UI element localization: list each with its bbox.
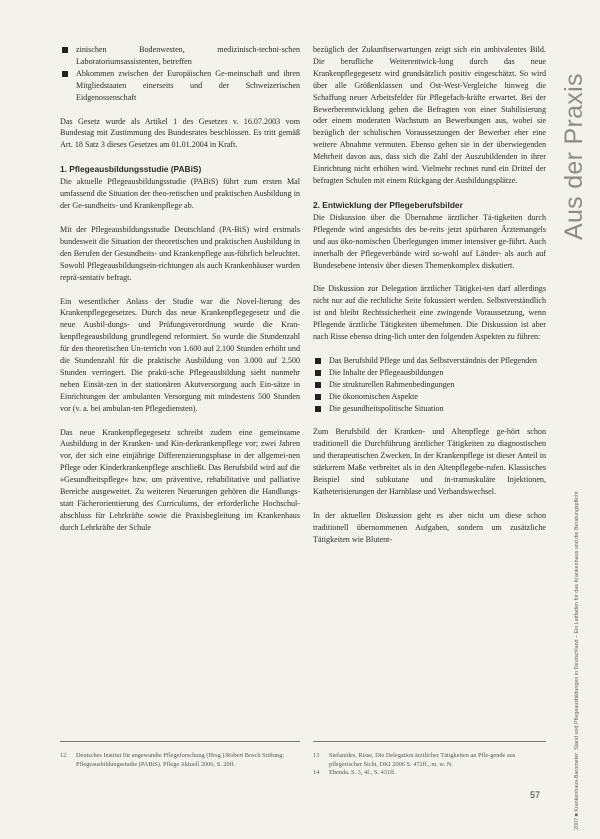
left-column — [60, 44, 300, 546]
footnote-text: Ebenda. S. 3, 4f., S. 431ff. — [329, 769, 396, 777]
footnote-divider-right — [313, 741, 546, 742]
footnotes-right — [313, 752, 546, 778]
footnote-text: Deutsches Institut für angewandte Pflegeforschung (Hrsg.)/Robert Bosch Stiftung: Pflegeausbildungsstudie (PABiS). Pflege Aktuell 2006, S. 20ff. — [76, 752, 285, 768]
paragraph-development-2: Die Diskussion zur Delegation ärztlicher Tätigkei-ten darf allerdings nicht nur auf die rechtliche Seite fokussiert werden. Selbstverständlich ist und bleibt Rechtssicherheit eine zwingende Voraussetzung, wenn Pflegende ärztliche Tätigkeiten übernehmen. Die Diskussion ist aber nach Risse ebenso dring-lich unter den folgenden Aspekten zu führen: — [313, 284, 546, 342]
paragraph-study-1: Die aktuelle Pflegeausbildungsstudie (PABiS) führt zum ersten Mal umfassend die Situation der theo-retischen und praktischen Ausbildung in der Ge-sundheits- und Krankenpflege ab. — [60, 177, 300, 211]
footnote-text: Stefanides, Risse, Die Delegation ärztlicher Tätigkeiten an Pfle-gende aus pflegerischer Sicht, DKI 2006 S. 472ff., m. w. N. — [329, 752, 516, 768]
right-column — [313, 44, 546, 558]
aspect-item: Das Berufsbild Pflege und das Selbstverständnis der Pflegenden — [313, 355, 546, 367]
paragraph-expectations: bezüglich der Zukunftserwartungen zeigt sich ein ambivalentes Bild. Die berufliche Weiterentwick-lung durch das neue Krankenpflegegesetz wird grundsätzlich positiv eingeschätzt. So wird über alle Größenklassen und Ost-West-Vergleiche hinweg die Schaffung neuer Arbeitsfelder für Pflegefach-kräfte erwartet. Bei der Bewerberentwicklung gehen die Befragten von einer Stabilisierung oder einem moderaten Wachstum an Bewerbungen aus, wobei sie bezüglich der schulischen Voraussetzungen der Bewerber eher eine weitere Abnahme vermuten. Ebenso gehen sie in der überwiegenden Mehrheit davon aus, dass sich die Zahl der Auszubildenden in ihrer Einrichtung nicht erhöhen wird. Vielmehr rechnet rund ein Drittel der befragten Schulen mit einem Rückgang der Ausbildungsplätze. — [313, 45, 546, 185]
aspect-item: Die gesundheitspolitische Situation — [313, 403, 546, 415]
section-side-title-text: Aus der Praxis — [560, 73, 588, 240]
page-number: 57 — [530, 790, 541, 800]
footnote — [313, 769, 546, 778]
paragraph-study-4: Das neue Krankenpflegegesetz schreibt zudem eine gemeinsame Ausbildung in der Kranken- und Kin-derkrankenpflege vor; zwei Jahren vor, der sich eine einjährige Differenzierungsphase in der allgemei-nen Pflege oder Kinderkrankenpflege anschließt. Das Berufsbild wird auf die »Gesundheitspflege« bzw. um präventive, rehabilitative und palliative Bereiche ausgeweitet. Zu weiteren Neuerungen gehören die Handlungs- statt Fächerorientierung des Curriculums, der erforderliche Hochschul-abschluss für Lehrkräfte sowie die Praxisbegleitung im Krankenhaus durch Lehrkräfte der Schule — [60, 427, 300, 532]
intro-bullet-list — [60, 68, 300, 104]
footnote-number: 14 — [313, 769, 320, 777]
footnotes-left — [60, 752, 300, 769]
intro-list — [60, 44, 300, 68]
paragraph-development-3: Zum Berufsbild der Kranken- und Altenpflege ge-hört schon traditionell die Durchführung ärztlicher Tätigkeiten zu diagnostischen und therapeutischen Zwecken. In der Krankenpflege ist dieser Anteil in stärkerem Maße verbreitet als in den Altenpflegebe-rufen. Klassisches Beispiel sind subkutane und in-tramuskuläre Injektionen, Katheterisierungen der Harnblase und Verbandswechsel. — [313, 427, 546, 496]
intro-continued-text: zinischen Bodenwesten, medizinisch-techni-schen Laboratoriumsassistenten, betreffen — [60, 44, 300, 68]
footnote-divider-left — [60, 741, 300, 742]
heading-pabis: 1. Pflegeausbildungsstudie (PABiS) — [60, 164, 202, 175]
footnote — [60, 752, 300, 769]
side-citation-text: 2007 ■ Krankenhaus-Barometer: Stand und Pflegeausbildungen in Deutschland – Ein Leitfaden für das Krankenhaus und die Beratungspflicht — [574, 491, 580, 830]
paragraph-development-4: In der aktuellen Diskussion geht es aber nicht um diese schon traditionell übernommenen Aufgaben, sondern um zusätzliche Tätigkeiten wie Blutent- — [313, 510, 546, 544]
footnote-number: 12 — [60, 752, 67, 759]
law-paragraph: Das Gesetz wurde als Artikel 1 des Gesetzes v. 16.07.2003 vom Bundestag mit Zustimmung des Bundesrates beschlossen. Es tritt gemäß Art. 18 Satz 3 dieses Gesetzes am 01.01.2004 in Kraft. — [60, 116, 300, 150]
intro-bullet-item: Abkommen zwischen der Europäischen Ge-meinschaft und ihren Mitgliedstaaten einerseits und der Schweizerischen Eidgenossenschaft — [60, 68, 300, 104]
aspect-item: Die ökonomischen Aspekte — [313, 391, 546, 403]
footnote-number: 13 — [313, 752, 320, 759]
paragraph-study-2: Mit der Pflegeausbildungsstudie Deutschland (PA-BiS) wird erstmals bundesweit die Situation der theoretischen und praktischen Ausbildung in den Berufen der Gesundheits- und Krankenpflege aus-führlich beleuchtet. Sowohl Pflegeausbildungsein-richtungen als auch Krankenhäuser wurden reprä-sentativ befragt. — [60, 224, 300, 282]
footnote — [313, 752, 546, 769]
aspect-item: Die strukturellen Rahmenbedingungen — [313, 379, 546, 391]
paragraph-study-3: Ein wesentlicher Anlass der Studie war die Novel-lierung des Krankenpflegegesetzes. Durch das neue Krankenpflegegesetz und die neue Ausbil-dungs- und Prüfungsverordnung wurde die Kran-kenpflegeausbildung grundlegend reformiert. So wurde die Stundenzahl für den theoretischen Un-terricht von 1.600 auf 2.100 Stunden erhöht und die Stundenzahl für die praktische Ausbildung von 3.000 auf 2.500 Stunden verringert. Die prakti-sche Pflegeausbildung sieht nunmehr neben Einsät-zen in der stationären Akutversorgung auch Ein-sätze in Einrichtungen der ambulanten Versorgung mit mindestens 500 Stunden vor (v. a. bei ambulan-ten Pflegediensten). — [60, 296, 300, 413]
heading-berufsbilder: 2. Entwicklung der Pflegeberufsbilder — [313, 199, 463, 210]
aspect-item: Die Inhalte der Pflegeausbildungen — [313, 367, 546, 379]
paragraph-development-1: Die Diskussion über die Übernahme ärztlicher Tä-tigkeiten durch Pflegende wird angesichts des be-reits jetzt spürbaren Ärztemangels und aus öko-nomischen Überlegungen immer intensiver ge-führt. Auch innerhalb der Pflegeverbände wird so-wohl auf Länder- als auch auf Bundesebene intensiv über diesen Themenkomplex diskutiert. — [313, 212, 546, 270]
aspects-list — [313, 355, 546, 415]
